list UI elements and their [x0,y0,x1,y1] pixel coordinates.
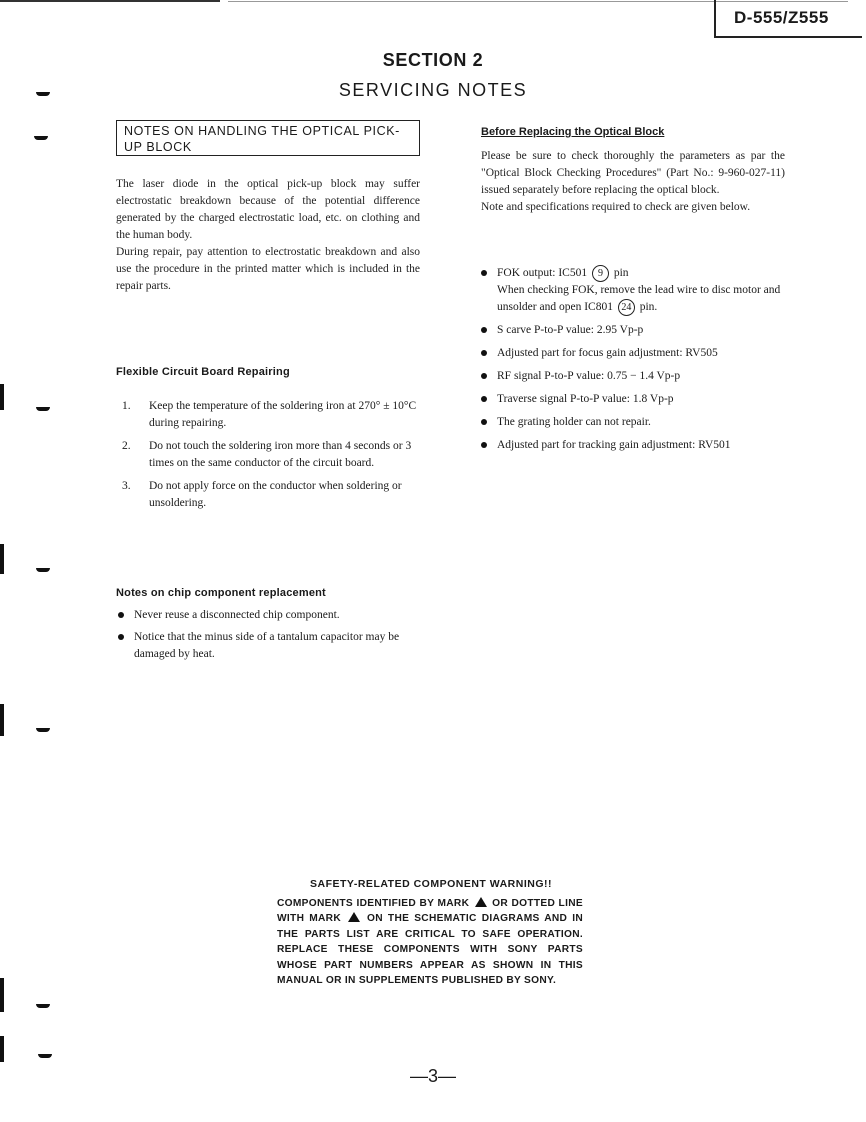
bullet-icon [481,270,487,276]
list-item [116,629,426,663]
bullet-icon [481,419,487,425]
bullet-icon [481,350,487,356]
binding-mark [36,1004,50,1008]
chip-heading: Notes on chip component replacement [116,587,326,599]
top-rule [0,0,220,2]
item-text: Adjusted part for focus gain adjustment: RV505 [497,347,718,360]
spec-list [479,265,789,460]
flex-list [118,398,422,518]
binding-mark [36,568,50,572]
bullet-icon [118,612,124,618]
list-item [479,368,789,385]
binding-mark [36,92,50,96]
item-text: Adjusted part for tracking gain adjustment: RV501 [497,439,731,452]
fok-suffix: pin [613,267,629,280]
fok-note: When checking FOK, remove the lead wire to disc motor and unsolder and open IC801 [497,284,781,314]
warning-title: SAFETY-RELATED COMPONENT WARNING!! [310,878,552,890]
binding-mark [0,384,4,410]
list-item [479,345,789,362]
list-item [479,437,789,454]
laser-paragraph-2: During repair, pay attention to electrostatic breakdown and also use the procedure in the printed matter which is included in the repair parts. [116,246,420,292]
item-number: 3. [122,480,131,492]
list-item [479,265,789,316]
right-paragraph-2: Note and specifications required to check are given below. [481,201,751,213]
list-item [479,322,789,339]
page-number: —3— [409,1066,456,1086]
section-subtitle: SERVICING NOTES [338,80,528,100]
bullet-icon [118,634,124,640]
flex-heading: Flexible Circuit Board Repairing [116,366,290,378]
notice-box-text: NOTES ON HANDLING THE OPTICAL PICK-UP BLOCK [124,124,400,154]
chip-list [116,607,426,663]
item-text: Keep the temperature of the soldering iron at 270° ± 10°C during repairing. [149,400,417,429]
item-text: RF signal P-to-P value: 0.75 − 1.4 Vp-p [497,370,681,383]
item-number: 1. [122,400,131,412]
bullet-icon [481,327,487,333]
laser-paragraph-1: The laser diode in the optical pick-up block may suffer electrostatic breakdown because of the potential difference generated by the charged electrostatic load, etc. on clothing and the human body. [116,178,420,241]
binding-mark [36,728,50,732]
item-text: Never reuse a disconnected chip component. [134,609,340,621]
list-item [118,438,422,472]
binding-mark [0,544,4,574]
pin-circle: 24 [618,299,635,316]
pin-circle: 9 [592,265,609,282]
list-item [479,414,789,431]
list-item [116,607,426,624]
item-text: S carve P-to-P value: 2.95 Vp-p [497,324,644,337]
laser-paragraph [116,176,420,295]
binding-mark [36,407,50,411]
list-item [118,478,422,512]
bullet-icon [481,396,487,402]
warning-text-1: COMPONENTS IDENTIFIED BY MARK [277,898,470,909]
bullet-icon [481,373,487,379]
model-number: D-555/Z555 [734,8,829,27]
binding-mark [34,136,48,140]
item-number: 2. [122,440,131,452]
binding-mark [0,1036,4,1062]
item-text: Notice that the minus side of a tantalum capacitor may be damaged by heat. [134,631,400,660]
binding-mark [0,704,4,736]
fok-text: FOK output: IC501 [497,267,588,280]
warning-text-3: ON THE SCHEMATIC DIAGRAMS AND IN THE PARTS LIST ARE CRITICAL TO SAFE OPERATION. REPLACE THESE COMPONENTS WITH SONY PARTS WHOSE PART NUMBERS APPEAR AS SHOWN IN THIS MANUAL OR IN SUPPLEMENTS PUBLISHED BY SONY. [277,913,583,987]
fok-note-suffix: pin. [639,301,658,314]
binding-mark [38,1054,52,1058]
right-heading: Before Replacing the Optical Block [481,126,665,138]
warning-text-2: OR DOTTED LINE WITH MARK [277,898,583,925]
warning-triangle-icon [475,897,487,907]
warning-triangle-icon [348,912,360,922]
list-item [118,398,422,432]
item-text: Do not apply force on the conductor when soldering or unsoldering. [149,480,402,509]
item-text: The grating holder can not repair. [497,416,651,429]
right-paragraph [481,148,785,216]
section-title: SECTION 2 [382,50,484,70]
list-item [479,391,789,408]
binding-mark [0,978,4,1012]
warning-body [277,896,583,988]
item-text: Traverse signal P-to-P value: 1.8 Vp-p [497,393,674,406]
right-paragraph-1: Please be sure to check thoroughly the parameters as par the "Optical Block Checking Procedures" (Part No.: 9-960-027-11) issued separately before replacing the optical block. [481,150,785,196]
bullet-icon [481,442,487,448]
item-text: Do not touch the soldering iron more than 4 seconds or 3 times on the same conductor of the circuit board. [149,440,412,469]
